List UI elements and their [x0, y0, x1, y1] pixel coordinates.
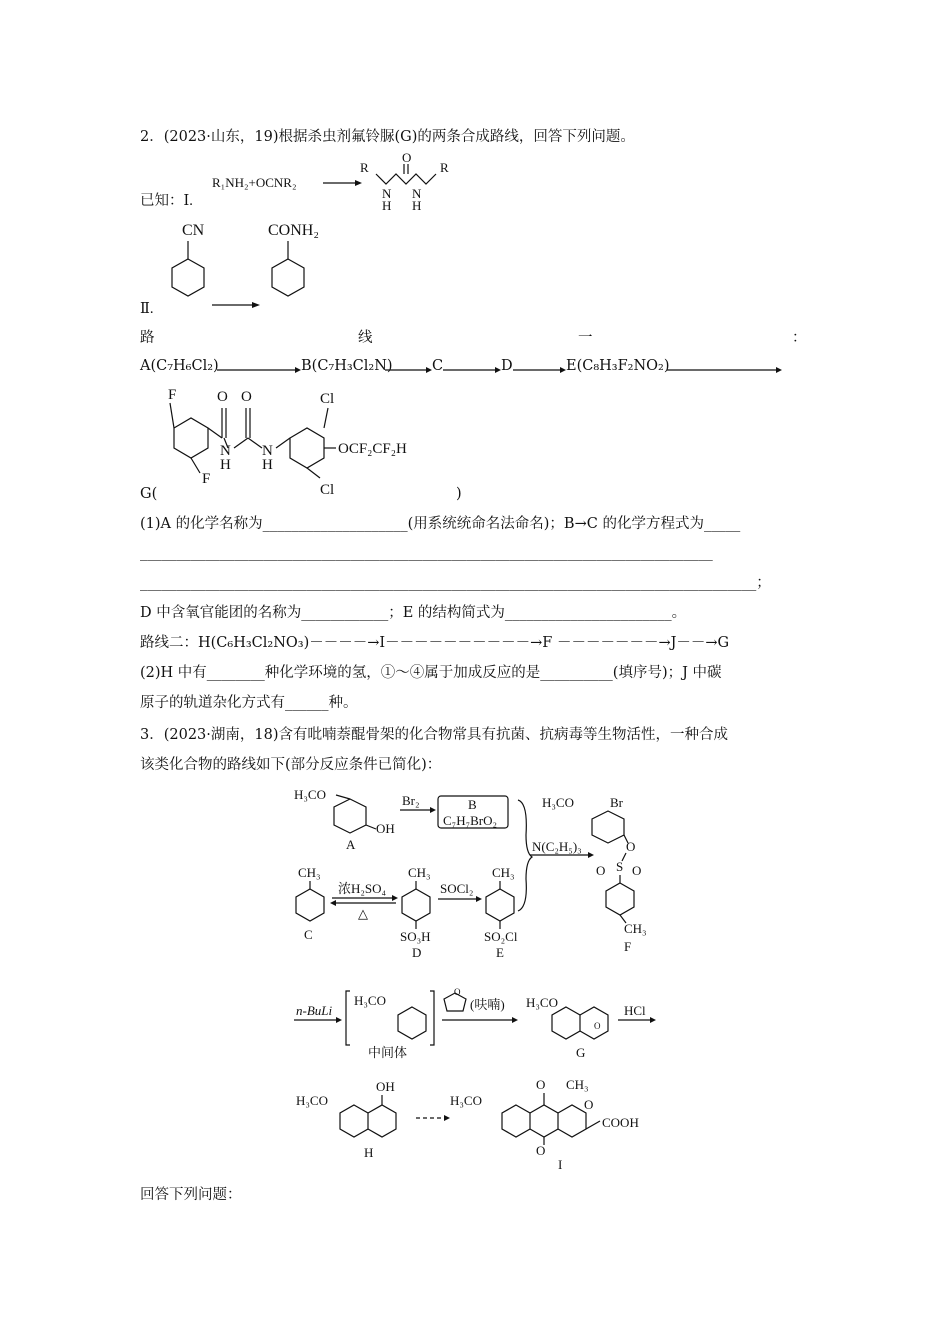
benzene-ring-2: [272, 259, 304, 296]
known-reaction-1: [140, 150, 500, 210]
chain-a: A(C₇H₆Cl₂): [140, 358, 219, 374]
q3-header-2: 该类化合物的路线如下(部分反应条件已简化)：: [140, 757, 442, 773]
label-i: I: [558, 1157, 563, 1172]
g-f-top: F: [168, 387, 177, 403]
g-label-open: G(: [140, 486, 158, 502]
q3-header-1: 3．(2023·湖南，18)含有吡喃萘醌骨架的化合物常具有抗菌、抗病毒等生物活性，一种合成: [140, 727, 728, 743]
g-bridge-o: O: [594, 1021, 601, 1031]
d-so3h: SO₃H: [400, 929, 431, 944]
known1-n2: N: [412, 186, 422, 201]
known1-n1: N: [382, 186, 392, 201]
i-pyran-o: O: [584, 1097, 594, 1112]
g-h3co: H₃CO: [526, 995, 558, 1010]
label-c: C: [304, 927, 313, 942]
chain-c: C: [432, 358, 444, 374]
route1-word3: 一: [578, 330, 593, 346]
g-h-1: H: [220, 457, 231, 473]
q2-1-line2: _______________________________________________________________________________: [140, 545, 713, 561]
g-ring-left: [174, 418, 208, 458]
known-reaction-2: [140, 215, 380, 320]
route2: 路线二：H(C₆H₃Cl₂NO₃)－－－－→I－－－－－－－－－－→F －－－－－－－→J－－→G: [140, 635, 730, 651]
label-d: D: [412, 945, 422, 960]
f-ch3: CH₃: [624, 921, 647, 936]
e-so2cl: SO₂Cl: [484, 929, 518, 944]
label-e: E: [496, 945, 504, 960]
chain-d: D: [501, 358, 513, 374]
g-n-2: N: [262, 443, 273, 459]
merge-brace: [518, 800, 532, 911]
f-tolyl: [600, 875, 680, 955]
b-label: B: [468, 797, 477, 812]
g-cl-top: Cl: [320, 391, 335, 407]
known1-h2: H: [412, 198, 422, 210]
a-h3co: H₃CO: [294, 787, 326, 802]
g-h-2: H: [262, 457, 273, 473]
f-s: S: [616, 859, 624, 874]
known1-o: O: [402, 150, 412, 165]
heat-symbol: △: [358, 906, 368, 921]
scheme-middle: [290, 985, 670, 1060]
benzene-ring-1: [172, 259, 204, 296]
g-cl-bottom: Cl: [320, 482, 335, 498]
label-f: F: [624, 939, 632, 954]
f-o-left: O: [596, 863, 606, 878]
g-label-close: ): [456, 486, 462, 502]
scheme-bottom: [290, 1075, 670, 1175]
label-a: A: [346, 837, 356, 852]
furan-label: (呋喃): [470, 997, 505, 1012]
d-ring: [402, 889, 430, 921]
e-ch3: CH₃: [492, 865, 515, 880]
conh2-group: CONH₂: [268, 222, 319, 239]
socl2-reagent: SOCl₂: [440, 881, 474, 896]
intermediate-h3co: H₃CO: [354, 993, 386, 1008]
i-ch3: CH₃: [566, 1077, 589, 1092]
f-h3co: H₃CO: [542, 795, 574, 810]
cn-group: CN: [182, 222, 205, 239]
i-o-bottom: O: [536, 1143, 546, 1158]
c-ch3: CH₃: [298, 865, 321, 880]
known1-h1: H: [382, 198, 392, 210]
intermediate-label: 中间体: [368, 1045, 408, 1060]
d-ch3: CH₃: [408, 865, 431, 880]
i-h3co: H₃CO: [450, 1093, 482, 1108]
q2-2-line1: (2)H 中有________种化学环境的氢，①～④属于加成反应的是__________(填序号)；J 中碳: [140, 665, 722, 681]
g-o-2: O: [241, 389, 252, 405]
g-ring-right: [290, 428, 324, 468]
intermediate-ring: [398, 1007, 426, 1039]
f-o-link: O: [626, 839, 636, 854]
h-oh: OH: [376, 1079, 395, 1094]
f-ring-2: [606, 883, 634, 915]
a-oh: OH: [376, 821, 395, 836]
h-h3co: H₃CO: [296, 1093, 328, 1108]
chain-b: B(C₇H₃Cl₂N): [301, 358, 393, 374]
i-o-top: O: [536, 1077, 546, 1092]
h-ring-2: [368, 1105, 396, 1137]
answer-prompt: 回答下列问题：: [140, 1187, 242, 1203]
net3-reagent: N(C₂H₅)₃: [532, 839, 582, 854]
c-ring: [296, 889, 324, 921]
br2-reagent: Br₂: [402, 793, 420, 808]
g-o-1: O: [217, 389, 228, 405]
q2-header: 2．(2023·山东，19)根据杀虫剂氟铃脲(G)的两条合成路线，回答下列问题。: [140, 129, 635, 145]
g-f-bottom: F: [202, 471, 211, 487]
b-formula: C₇H₇BrO₂: [443, 813, 498, 828]
g-ring: [552, 1007, 580, 1039]
h-ring-1: [340, 1105, 368, 1137]
q2-1-line3: _____________________________________________________________________________________；: [140, 575, 771, 591]
i-cooh: COOH: [602, 1115, 639, 1130]
q2-1-line1: (1)A 的化学名称为____________________(用系统统命名法命名)；B→C 的化学方程式为_____: [140, 516, 741, 532]
f-ring-1: [592, 811, 624, 843]
known2-label: Ⅱ.: [140, 301, 154, 317]
known1-reactants: R₁NH₂+OCNR₂: [212, 175, 297, 190]
known-label: 已知：Ⅰ.: [140, 193, 193, 209]
i-ring-2: [530, 1105, 558, 1137]
structure-g: [140, 383, 480, 503]
nbuli-reagent: n-BuLi: [296, 1003, 333, 1018]
label-g: G: [576, 1045, 586, 1060]
q2-1-line4: D 中含氧官能团的名称为____________；E 的结构简式为_______________________。: [140, 605, 687, 621]
i-ring-3: [558, 1105, 586, 1137]
known1-r2: R: [440, 160, 449, 175]
route1-word1: 路: [140, 330, 155, 346]
g-n-1: N: [220, 443, 231, 459]
known1-r1: R: [360, 160, 369, 175]
route1-colon: ：: [792, 330, 807, 346]
g-ocf2cf2h: OCF₂CF₂H: [338, 441, 407, 457]
i-ring-1: [502, 1105, 530, 1137]
e-ring: [486, 889, 514, 921]
hcl-reagent: HCl: [624, 1003, 646, 1018]
label-h: H: [364, 1145, 374, 1160]
chain-e: E(C₈H₃F₂NO₂): [566, 358, 670, 374]
a-ring: [334, 799, 366, 833]
h2so4-reagent: 浓H₂SO₄: [338, 881, 387, 896]
f-br: Br: [610, 795, 623, 810]
q2-2-line2: 原子的轨道杂化方式有______种。: [140, 695, 358, 711]
route1-word2: 线: [358, 330, 373, 346]
f-o-right: O: [632, 863, 642, 878]
furan-o: O: [454, 987, 461, 997]
